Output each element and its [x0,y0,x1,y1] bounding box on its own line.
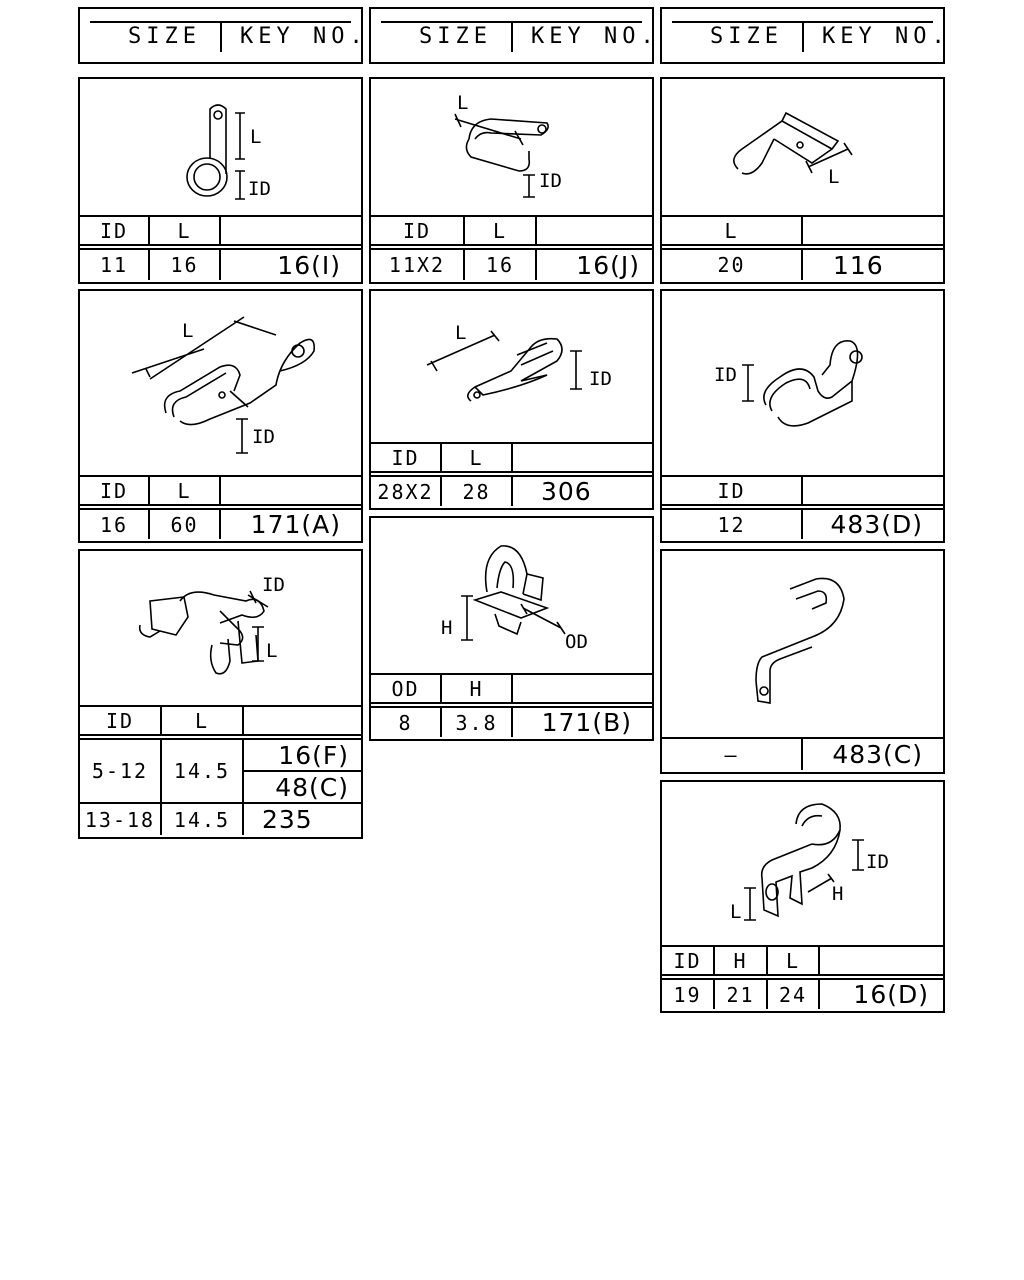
key-no-header: KEY NO. [531,24,659,49]
key-number: 48(C) [275,772,349,802]
value-id: 11X2 [371,250,465,280]
value-id: 28X2 [371,477,442,506]
dim-label: ID [714,364,737,386]
part-306-card [369,289,654,510]
key-no-header: KEY NO. [822,24,950,49]
col-header-id: ID [80,707,162,734]
value-l: 14.5 [162,804,244,835]
col-header-h: H [715,947,768,974]
col-header-l: L [662,217,803,244]
col-header-l: L [150,217,221,244]
key-number: 171(B) [541,708,632,737]
dim-label: L [266,640,278,662]
key-no-header: KEY NO. [240,24,368,49]
key-number: 235 [262,805,313,834]
key-number: 171(A) [250,510,341,539]
part-116-card [660,77,945,284]
value-l: 24 [768,980,820,1009]
value-h: 21 [715,980,768,1009]
col-header-od: OD [371,675,442,702]
table-row [80,804,361,835]
value-l: 60 [150,510,221,539]
value-id: 11 [80,250,150,280]
part-171b-card [369,516,654,741]
dim-label: ID [262,574,285,596]
col-header-id: ID [80,477,150,504]
table-row [80,740,361,802]
dim-label: ID [539,170,562,192]
col-header-id: ID [662,477,803,504]
key-number: 306 [541,477,592,506]
header-col-3 [660,7,950,64]
header-col-2 [369,7,659,64]
clamp-drawing [662,782,943,947]
dim-label: L [457,92,469,114]
col-header-l: L [150,477,221,504]
dim-label: ID [252,426,275,448]
part-483c-card [660,549,945,774]
part-171a-card [78,289,363,543]
part-16f-card [78,549,363,839]
clamp-drawing [662,551,943,741]
value-id: 12 [662,510,803,539]
col-header-h: H [442,675,513,702]
size-header: SIZE [128,24,201,49]
dim-label: OD [565,631,588,653]
col-header-id: ID [662,947,715,974]
dim-label: ID [589,368,612,390]
dim-label: L [828,166,840,188]
value-id: 5-12 [80,740,162,802]
key-number: 483(C) [832,740,923,769]
key-number: 16(F) [278,740,349,770]
dim-label: L [250,126,262,148]
clamp-drawing [371,291,652,446]
col-header-l: L [465,217,537,244]
header-col-1 [78,7,368,64]
header-divider [220,21,222,52]
clip-drawing [662,79,943,219]
part-16i-card [78,77,363,284]
value-l: 28 [442,477,513,506]
value-size: — [662,739,803,770]
value-l: 16 [465,250,537,280]
clamp-drawing [80,291,361,479]
clip-drawing [371,518,652,676]
part-16j-card [369,77,654,284]
dim-label: L [730,901,742,923]
col-header-l: L [442,444,513,471]
key-number: 483(D) [830,510,923,539]
part-16d-card [660,780,945,1013]
value-id: 16 [80,510,150,539]
size-header: SIZE [710,24,783,49]
value-id: 13-18 [80,804,162,835]
header-divider [802,21,804,52]
header-divider [511,21,513,52]
key-number: 16(J) [576,250,640,280]
dim-label: L [182,320,194,342]
dim-label: L [455,322,467,344]
dim-label: ID [248,178,271,200]
size-header: SIZE [419,24,492,49]
value-l: 16 [150,250,221,280]
col-header-l: L [768,947,820,974]
dim-label: H [441,617,453,639]
clamp-drawing [371,79,652,219]
dim-label: ID [866,851,889,873]
col-header-l: L [162,707,244,734]
value-l: 14.5 [162,740,244,802]
value-id: 19 [662,980,715,1009]
col-header-id: ID [371,444,442,471]
value-h: 3.8 [442,708,513,737]
clamp-drawing [80,79,361,219]
part-483d-card [660,289,945,543]
col-header-id: ID [80,217,150,244]
value-od: 8 [371,708,442,737]
key-number: 116 [833,250,884,280]
value-l: 20 [662,250,803,280]
clip-drawing [80,551,361,709]
key-number: 16(D) [853,980,929,1009]
key-number: 16(I) [277,250,341,280]
col-header-id: ID [371,217,465,244]
clamp-drawing [662,291,943,479]
dim-label: H [832,883,844,905]
